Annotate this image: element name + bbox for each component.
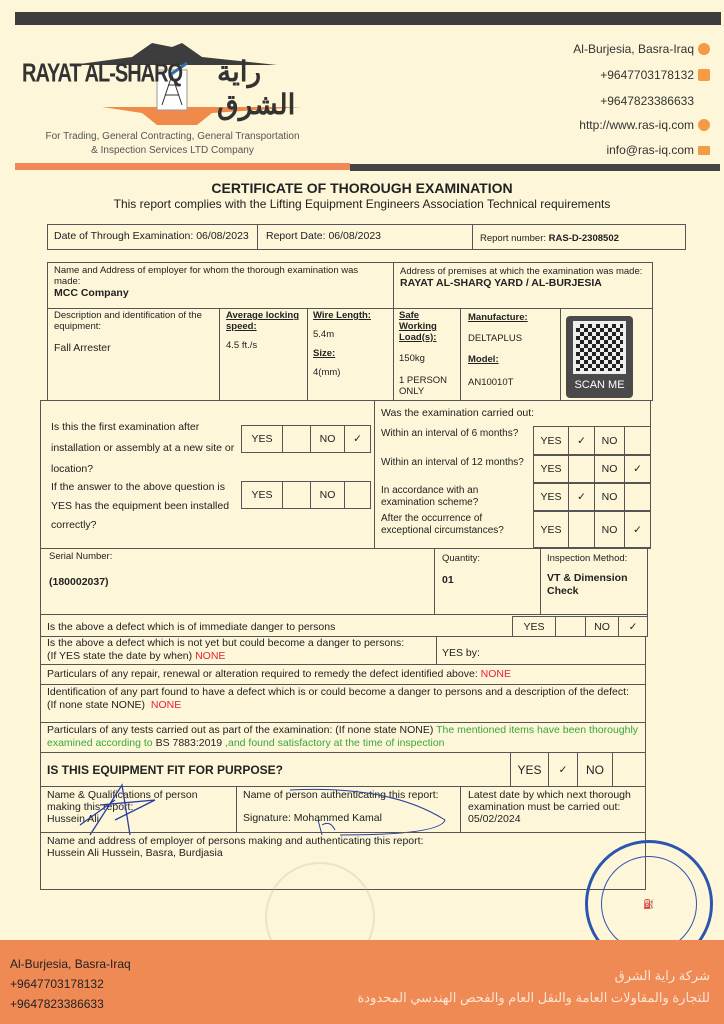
q-first-exam: Is this the first examination after installation or assembly at a new site or location? <box>51 421 235 475</box>
quantity-cell <box>434 548 541 615</box>
label: Report number: <box>480 233 547 244</box>
label: Quantity: <box>442 553 481 564</box>
label: Address of premises at which the examination was made: <box>400 266 643 277</box>
carried-yes-box[interactable]: ✓ <box>568 483 595 511</box>
label: Particulars of any repair, renewal or alteration required to remedy the defect identified above: <box>47 668 478 680</box>
fit-no[interactable]: NO <box>577 752 613 787</box>
footer-arabic-desc: للتجارة والمقاولات العامة والنقل العام والفحص الهندسي المحدودة <box>357 990 710 1005</box>
carried-no[interactable]: NO <box>594 455 625 483</box>
label: Model: <box>468 354 499 365</box>
standard: BS 7883:2019 <box>155 737 223 749</box>
carried-no[interactable]: NO <box>594 483 625 511</box>
mail-icon <box>698 146 710 155</box>
footer-phone: +9647703178132 <box>10 977 104 991</box>
q1-no[interactable]: NO <box>310 425 345 453</box>
label: Safe Working Load(s): <box>399 310 437 343</box>
inspection-method: VT & Dimension Check <box>547 572 628 597</box>
description-cell <box>47 308 220 401</box>
tagline-line: For Trading, General Contracting, General Transportation <box>45 131 300 142</box>
logo-arabic: راية الشرق <box>217 56 296 120</box>
logo-english: RAYAT AL-SHARQ <box>22 59 183 89</box>
signature-icon <box>60 780 460 840</box>
carried-yes-box[interactable]: ✓ <box>568 426 595 455</box>
report-date: Report Date: 06/08/2023 <box>266 230 381 242</box>
carried-no-box[interactable]: ✓ <box>624 455 651 483</box>
value: Hussein Ali Hussein, Basra, Burdjasia <box>47 847 223 859</box>
footer-arabic-name: شركة راية الشرق <box>614 968 710 983</box>
next-exam-cell <box>460 786 646 833</box>
immediate-no-check[interactable]: ✓ <box>618 616 648 637</box>
label: Name of person authenticating this report: <box>243 789 439 801</box>
carried-yes[interactable]: YES <box>533 483 569 511</box>
carried-yes[interactable]: YES <box>533 455 569 483</box>
value: DELTAPLUS <box>468 333 523 344</box>
value: MCC Company <box>54 287 129 299</box>
carried-yes-box[interactable] <box>568 511 595 548</box>
value: 1 PERSON ONLY <box>399 375 448 397</box>
label: Identification of any part found to have a defect which is or could become a danger to persons and a description of the defect: <box>47 686 629 698</box>
label: Name and Address of employer for whom the thorough examination was made: <box>54 265 359 287</box>
label: Name & Qualifications of person making this report: <box>47 789 198 813</box>
divider-dark <box>350 164 720 171</box>
quantity: 01 <box>442 574 454 586</box>
contact-text: +9647703178132 <box>600 68 694 82</box>
label: Wire Length: <box>313 310 371 321</box>
value: 150kg <box>399 353 425 364</box>
serial-cell <box>40 548 435 615</box>
tests-row <box>40 722 646 753</box>
label: Is the above a defect which is not yet but could become a danger to persons: <box>47 637 405 649</box>
report-number <box>480 233 619 244</box>
label: (If YES state the date by when) <box>47 650 193 662</box>
logo <box>22 35 332 125</box>
carried-no-box[interactable] <box>624 483 651 511</box>
contact-phone <box>600 68 710 82</box>
immediate-no[interactable]: NO <box>585 616 619 637</box>
label: (If none state NONE) <box>47 699 146 711</box>
q1-yes-box[interactable] <box>282 425 311 453</box>
authenticator-signature: Signature: Mohammed Kamal <box>243 812 382 824</box>
none-value: NONE <box>195 650 226 662</box>
footer-address: Al-Burjesia, Basra-Iraq <box>10 957 131 971</box>
immediate-yes[interactable]: YES <box>512 616 556 637</box>
carried-question: Within an interval of 6 months? <box>381 428 519 439</box>
divider-orange <box>15 163 350 170</box>
next-exam-date: 05/02/2024 <box>468 813 521 825</box>
value: RAYAT AL-SHARQ YARD / AL-BURJESIA <box>400 277 602 289</box>
value: 4(mm) <box>313 367 341 378</box>
q-installed-correctly: If the answer to the above question is YES has the equipment been installed correctly? <box>51 481 230 531</box>
label: Inspection Method: <box>547 553 628 564</box>
contact-email[interactable] <box>606 143 710 157</box>
label: Particulars of any tests carried out as part of the examination: (If none state NONE) <box>47 724 434 736</box>
manufacturer-cell <box>460 308 561 401</box>
globe-icon <box>698 119 710 131</box>
stamp-inner: ⛽ <box>601 856 697 952</box>
q2-no[interactable]: NO <box>310 481 345 509</box>
none-value: NONE <box>150 699 182 711</box>
qr-pattern-icon <box>573 321 626 374</box>
carried-question: In accordance with an examination scheme? <box>381 485 479 508</box>
contact-phone-2 <box>600 94 694 108</box>
repair-row <box>40 664 646 685</box>
q1-yes[interactable]: YES <box>241 425 283 453</box>
q1-no-check[interactable]: ✓ <box>344 425 371 453</box>
top-bar <box>15 12 721 25</box>
tagline <box>25 130 320 158</box>
label: Name and address of employer of persons making and authenticating this report: <box>47 835 424 847</box>
carried-no-box[interactable] <box>624 426 651 455</box>
serial-number: (180002037) <box>49 576 109 588</box>
value: AN10010T <box>468 377 514 388</box>
value: 5.4m <box>313 329 335 340</box>
q2-yes-box[interactable] <box>282 481 311 509</box>
location-icon <box>698 43 710 55</box>
carried-yes[interactable]: YES <box>533 511 569 548</box>
label: Description and identification of the equipment: <box>54 310 202 332</box>
contact-text: +9647823386633 <box>600 94 694 108</box>
q2-no-box[interactable] <box>344 481 371 509</box>
phone-icon <box>698 69 710 81</box>
label: Serial Number: <box>49 551 113 562</box>
value: RAS-D-2308502 <box>548 233 619 244</box>
carried-yes[interactable]: YES <box>533 426 569 455</box>
employer-cell <box>47 262 394 309</box>
could-become-cell <box>40 636 437 665</box>
swl-cell <box>393 308 461 401</box>
fit-no-box[interactable] <box>612 752 646 787</box>
q2-yes[interactable]: YES <box>241 481 283 509</box>
footer-phone: +9647823386633 <box>10 997 104 1011</box>
identification-row <box>40 684 646 723</box>
label: Is the above a defect which is of immediate danger to persons <box>47 621 336 633</box>
label: Latest date by which next thorough examination must be carried out: <box>468 789 631 813</box>
website-link[interactable]: http://www.ras-iq.com <box>579 118 694 132</box>
value: 4.5 ft./s <box>226 340 258 351</box>
carried-no[interactable]: NO <box>594 511 625 548</box>
immediate-yes-box[interactable] <box>555 616 586 637</box>
page-title: CERTIFICATE OF THOROUGH EXAMINATION <box>211 180 513 196</box>
carried-question: After the occurrence of exceptional circumstances? <box>381 513 504 536</box>
contact-text: Al-Burjesia, Basra-Iraq <box>573 42 694 56</box>
carried-no-box[interactable]: ✓ <box>624 511 651 548</box>
premises-cell <box>393 262 653 309</box>
tagline-line: & Inspection Services LTD Company <box>91 145 254 156</box>
carried-question: Within an interval of 12 months? <box>381 457 524 468</box>
yes-by-cell <box>436 636 646 665</box>
email-link[interactable]: info@ras-iq.com <box>606 143 694 157</box>
label: Size: <box>313 348 336 359</box>
none-value: NONE <box>480 668 512 680</box>
label: Average locking speed: <box>226 310 300 332</box>
tests-result: ,and found satisfactory at the time of inspection <box>225 737 445 749</box>
value: Fall Arrester <box>54 342 111 354</box>
method-cell <box>540 548 648 615</box>
maker-name: Hussein Ali <box>47 813 99 825</box>
tests-result: The mentioned items have been thoroughly examined according to <box>47 724 639 749</box>
fit-yes[interactable]: YES <box>510 752 549 787</box>
carried-out-label: Was the examination carried out: <box>381 407 535 419</box>
footer-contacts <box>10 954 131 1014</box>
page-subtitle: This report complies with the Lifting Equipment Engineers Association Technical requirements <box>113 197 611 211</box>
qr-code[interactable] <box>566 316 633 398</box>
label: Manufacture: <box>468 312 528 323</box>
fit-question: IS THIS EQUIPMENT FIT FOR PURPOSE? <box>47 763 284 777</box>
footer-arabic <box>358 965 711 1009</box>
label: YES by: <box>442 647 480 659</box>
contact-website[interactable] <box>579 118 710 132</box>
speed-cell <box>219 308 308 401</box>
fit-yes-check[interactable]: ✓ <box>548 752 578 787</box>
exam-date: Date of Through Examination: 06/08/2023 <box>54 230 249 242</box>
qr-label: SCAN ME <box>574 379 625 391</box>
contact-address <box>573 42 710 56</box>
wire-cell <box>307 308 394 401</box>
carried-no[interactable]: NO <box>594 426 625 455</box>
carried-yes-box[interactable] <box>568 455 595 483</box>
